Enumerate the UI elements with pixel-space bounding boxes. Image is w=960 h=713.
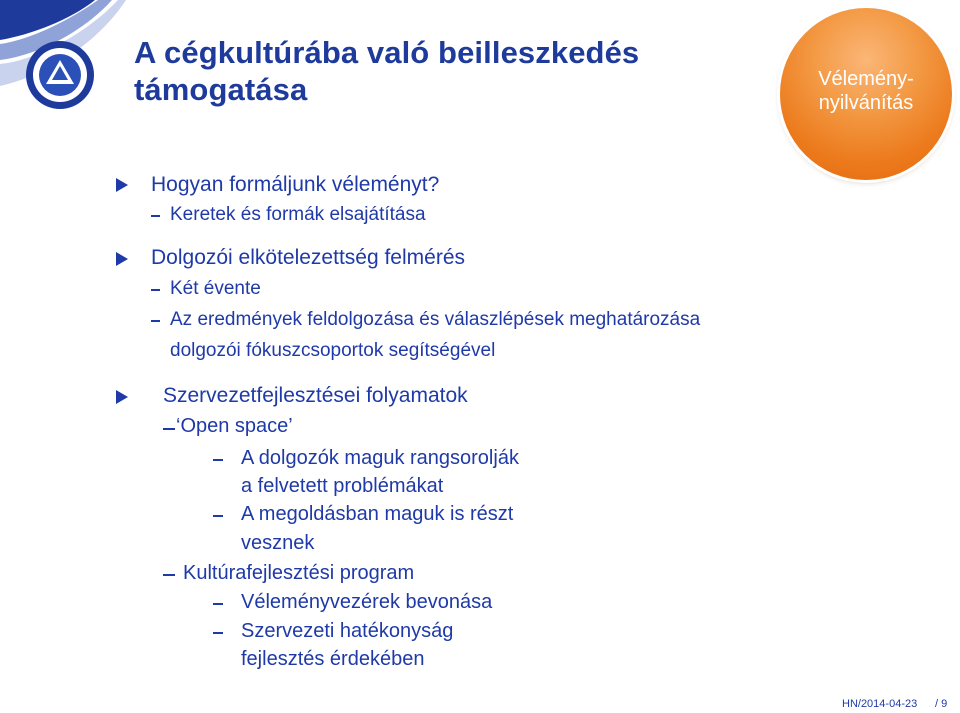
- sub-bullet-item: Kultúrafejlesztési program: [183, 562, 415, 584]
- sub-sub-bullet-item: A dolgozók maguk rangsorolják: [241, 447, 519, 469]
- sub-sub-bullet-item: A megoldásban maguk is részt: [241, 503, 514, 525]
- badge-line-2: nyilvánítás: [818, 92, 914, 114]
- bullet-item: Dolgozói elkötelezettség felmérés: [151, 246, 465, 269]
- sub-bullet-continuation: dolgozói fókuszcsoportok segítségével: [170, 340, 496, 361]
- slide-title: [134, 34, 639, 108]
- sub-sub-bullet-continuation: a felvetett problémákat: [241, 475, 444, 497]
- triangle-bullet-icon: [116, 390, 128, 404]
- triangle-bullet-icon: [116, 252, 128, 266]
- title-line-1: A cégkultúrába való beilleszkedés: [134, 35, 640, 70]
- company-logo: [0, 0, 130, 150]
- page-number: / 9: [935, 698, 948, 710]
- sub-sub-bullet-item: Véleményvezérek bevonása: [241, 591, 493, 613]
- sub-sub-bullet-continuation: fejlesztés érdekében: [241, 648, 425, 670]
- triangle-bullet-icon: [116, 178, 128, 192]
- footer-code: HN/2014-04-23: [842, 698, 918, 710]
- title-line-2: támogatása: [134, 72, 308, 107]
- dash-bullet-icon: [151, 320, 160, 322]
- sub-bullet-item: ‘Open space’: [176, 415, 293, 437]
- sub-sub-bullet-continuation: vesznek: [241, 532, 315, 554]
- topic-badge: [780, 8, 952, 180]
- sub-bullet-item: Két évente: [170, 278, 261, 299]
- dash-bullet-icon: [163, 574, 175, 576]
- dash-bullet-icon: [163, 428, 175, 430]
- dash-bullet-icon: [213, 603, 223, 605]
- badge-line-1: Vélemény-: [818, 68, 914, 90]
- dash-bullet-icon: [213, 632, 223, 634]
- dash-bullet-icon: [151, 215, 160, 217]
- sub-sub-bullet-item: Szervezeti hatékonyság: [241, 620, 454, 642]
- sub-bullet-item: Az eredmények feldolgozása és válaszlépések meghatározása: [170, 309, 701, 330]
- dash-bullet-icon: [151, 289, 160, 291]
- dash-bullet-icon: [213, 459, 223, 461]
- bullet-item: Hogyan formáljunk véleményt?: [151, 173, 440, 196]
- bullet-item: Szervezetfejlesztései folyamatok: [163, 384, 468, 407]
- sub-bullet-item: Keretek és formák elsajátítása: [170, 204, 426, 225]
- dash-bullet-icon: [213, 515, 223, 517]
